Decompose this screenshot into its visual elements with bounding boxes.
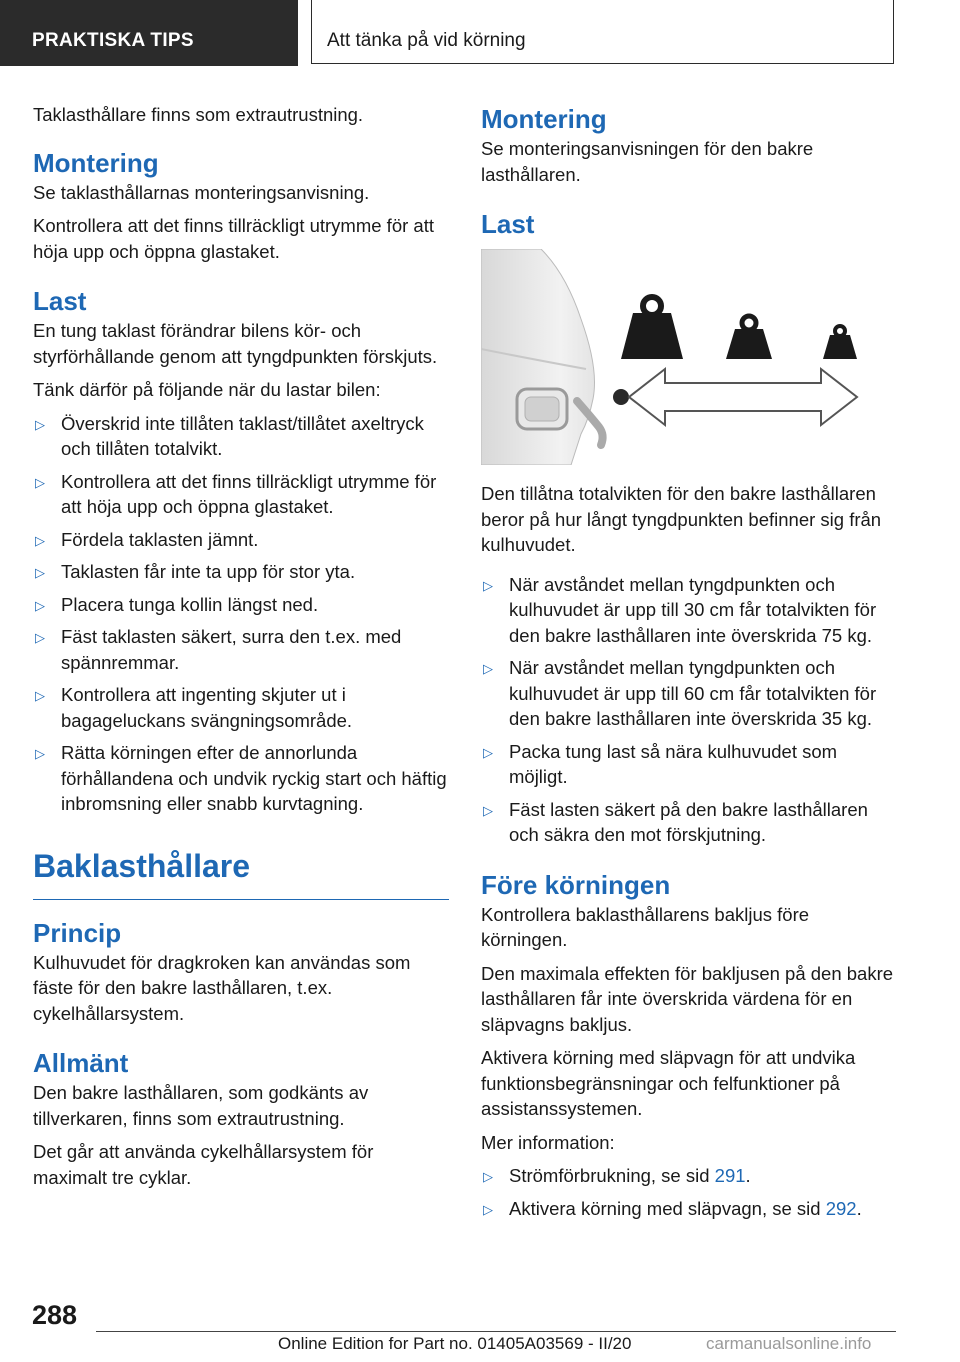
section-tab: [0, 0, 298, 66]
reference-list: [481, 1163, 895, 1221]
rear-carrier-load-illustration: [481, 249, 895, 465]
last-list: [33, 411, 449, 817]
montering-paragraph-2: Kontrollera att det finns tillräckligt utrymme för att höja upp och öppna glastaket.: [33, 215, 434, 262]
page-number: 288: [32, 1300, 78, 1330]
montering-heading: Montering: [481, 104, 607, 134]
triangle-right-icon: ▷: [35, 565, 45, 580]
princip-heading: Princip: [33, 917, 122, 948]
triangle-right-icon: ▷: [483, 661, 493, 676]
chapter-tab: [311, 0, 894, 64]
last-paragraph-2: Tänk därför på följande när du lastar bilen:: [33, 379, 381, 400]
list-item: ▷ När avståndet mellan tyngdpunkten och kulhuvudet är upp till 60 cm får totalvikten för den bakre lasthållaren inte överskrida 35 kg.: [483, 657, 877, 729]
list-item: ▷ Taklasten får inte ta upp för stor yta.: [33, 559, 449, 585]
edition-text: Online Edition for Part no. 01405A03569 - II/20: [278, 1334, 632, 1353]
last-paragraph-1: En tung taklast förändrar bilens kör- och styrförhållande genom att tyngdpunkten förskjuts.: [33, 320, 438, 367]
triangle-right-icon: ▷: [35, 597, 45, 613]
left-column: [33, 102, 449, 1198]
list-item: ▷ Fördela taklasten jämnt.: [33, 527, 449, 553]
list-item: ▷ Fäst taklasten säkert, surra den t.ex. med spännremmar.: [35, 626, 402, 673]
load-distance-figure: [481, 249, 895, 465]
chapter-title: Att tänka på vid körning: [327, 30, 526, 51]
triangle-right-icon: ▷: [35, 688, 45, 703]
montering-paragraph: Se monteringsanvisningen för den bakre lasthållaren.: [481, 138, 814, 185]
triangle-right-icon: ▷: [35, 630, 45, 645]
triangle-right-icon: ▷: [483, 577, 493, 593]
list-item: ▷ Fäst lasten säkert på den bakre lasthållaren och säkra den mot förskjutning.: [483, 798, 868, 845]
fore-paragraph-2: Den maximala effekten för bakljusen på den bakre lasthållaren får inte överskrida värdena för en släpvagns bakljus.: [481, 962, 894, 1035]
list-item: ▷ Kontrollera att det finns tillräckligt utrymme för att höja upp och öppna glastaket.: [35, 470, 437, 517]
page-header: [0, 0, 960, 66]
car-rear-shape: [481, 249, 595, 465]
triangle-right-icon: ▷: [483, 744, 493, 760]
allmant-paragraph-2: Det går att använda cykelhållarsystem för maximalt tre cyklar.: [33, 1141, 374, 1188]
list-item: ▷ Packa tung last så nära kulhuvudet som möjligt.: [483, 740, 838, 787]
page-link-291[interactable]: 291: [714, 1165, 746, 1186]
baklasthallare-heading: Baklasthållare: [33, 845, 449, 900]
weight-medium-icon: [726, 316, 772, 359]
triangle-right-icon: ▷: [483, 802, 493, 818]
triangle-right-icon: ▷: [483, 1201, 493, 1217]
footer-divider: [96, 1331, 896, 1332]
list-item: ▷ När avståndet mellan tyngdpunkten och kulhuvudet är upp till 30 cm får totalvikten för den bakre lasthållaren inte överskrida 75 kg.: [483, 573, 877, 646]
weight-small-icon: [823, 326, 857, 359]
last-list: [481, 572, 895, 848]
intro-text: Taklasthållare finns som extrautrustning.: [33, 104, 364, 125]
triangle-right-icon: ▷: [35, 532, 45, 548]
list-item: ▷ Rätta körningen efter de annorlunda förhållandena och undvik ryckig start och häftig inbromsning eller snabb kurvtagning.: [35, 742, 447, 814]
triangle-right-icon: ▷: [35, 746, 45, 761]
montering-paragraph-1: Se taklasthållarnas monteringsanvisning.: [33, 181, 370, 203]
list-item: ▷ Aktivera körning med släpvagn, se sid 292.: [481, 1196, 895, 1222]
triangle-right-icon: ▷: [35, 474, 45, 490]
list-item: ▷ Placera tunga kollin längst ned.: [33, 592, 449, 618]
last-heading: Last: [481, 209, 535, 239]
section-title: PRAKTISKA TIPS: [32, 30, 194, 51]
watermark-text: carmanualsonline.info: [702, 1334, 875, 1354]
right-column: [481, 102, 895, 1228]
allmant-paragraph-1: Den bakre lasthållaren, som godkänts av tillverkaren, finns som extrautrustning.: [33, 1082, 369, 1129]
princip-paragraph: Kulhuvudet för dragkroken kan användas som fäste för den bakre lasthållaren, t.ex. cykelhållarsystem.: [33, 951, 411, 1024]
montering-heading: Montering: [33, 147, 159, 178]
fore-paragraph-3: Aktivera körning med släpvagn för att undvika funktionsbegränsningar och felfunktioner på assistanssystemen.: [481, 1047, 856, 1119]
triangle-right-icon: ▷: [483, 1169, 493, 1184]
fore-paragraph-4: Mer information:: [481, 1131, 615, 1153]
list-item: ▷ Strömförbrukning, se sid 291.: [481, 1163, 895, 1189]
fore-korningen-heading: Före körningen: [481, 869, 671, 900]
list-item: ▷ Kontrollera att ingenting skjuter ut i bagageluckans svängningsområde.: [35, 684, 353, 731]
fore-paragraph-1: Kontrollera baklasthållarens bakljus före körningen.: [481, 903, 810, 950]
last-paragraph: Den tillåtna totalvikten för den bakre lasthållaren beror på hur långt tyngdpunkten befinner sig från kulhuvudet.: [481, 483, 882, 555]
distance-arrow: [629, 369, 857, 425]
allmant-heading: Allmänt: [33, 1048, 129, 1078]
triangle-right-icon: ▷: [35, 416, 45, 432]
last-heading: Last: [33, 286, 87, 316]
list-item: ▷ Överskrid inte tillåten taklast/tillåtet axeltryck och tillåten totalvikt.: [35, 412, 424, 459]
page-link-292[interactable]: 292: [825, 1197, 857, 1219]
weight-large-icon: [621, 297, 683, 359]
